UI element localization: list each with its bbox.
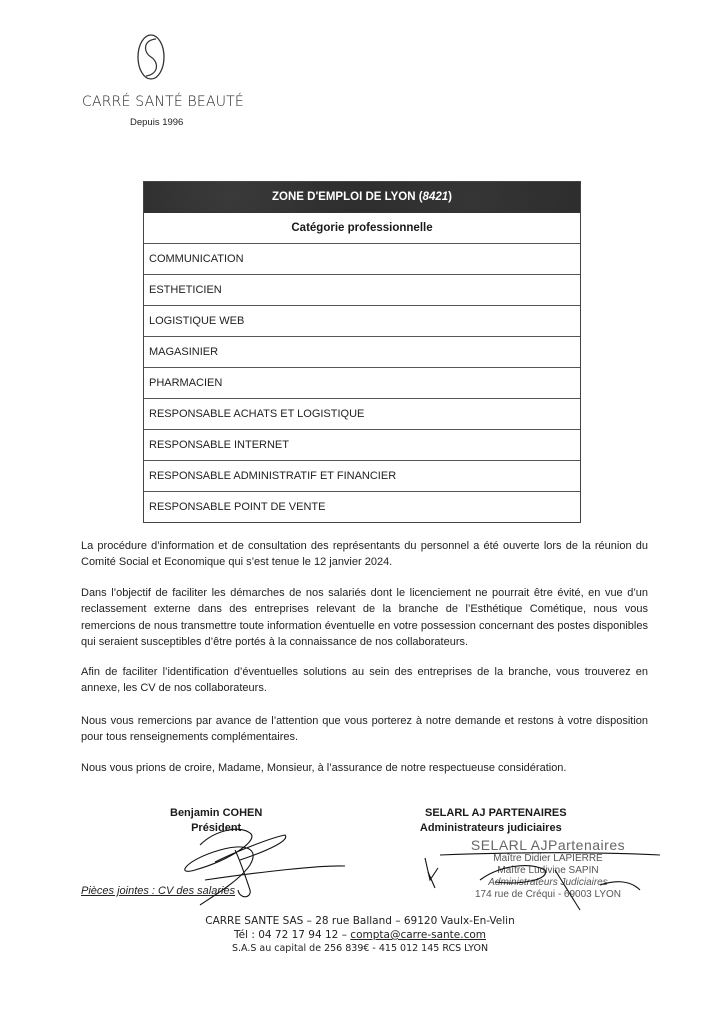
stamp-line-4: 174 rue de Créqui - 69003 LYON xyxy=(474,889,621,900)
table-column-header: Catégorie professionnelle xyxy=(144,213,580,244)
footer-contact xyxy=(160,928,560,942)
job-category-table xyxy=(143,181,581,523)
paragraph-objective: Dans l’objectif de faciliter les démarches de nos salariés dont le licenciement ne pourrait être évité, en vue d’un reclassement externe dans des entreprises relevant de la branche de l’Esthétique Cométique, nous vous remercions de nous transmettre toute information éventuelle en votre possession concernant des postes disponibles qui seraient susceptibles d’être portés à la connaissance de nos collaborateurs. xyxy=(81,587,648,648)
stamp-title: SELARL AJPartenaires xyxy=(470,837,626,853)
signatory-left-title: Président xyxy=(191,822,242,834)
table-row: RESPONSABLE INTERNET xyxy=(144,430,580,461)
signatory-right xyxy=(415,806,567,836)
table-title xyxy=(144,182,580,213)
signatory-right-name: SELARL AJ PARTENAIRES xyxy=(425,807,567,819)
signatory-right-title: Administrateurs judiciaires xyxy=(419,822,562,834)
stamp-line-2: Maître Ludivine SAPIN xyxy=(497,865,599,876)
table-row: PHARMACIEN xyxy=(144,368,580,399)
table-row: LOGISTIQUE WEB xyxy=(144,306,580,337)
footer-phone: Tél : 04 72 17 94 12 – xyxy=(233,929,351,941)
table-row: COMMUNICATION xyxy=(144,244,580,275)
brand-logo-icon xyxy=(135,32,167,82)
stamp-line-3: Administrateurs Judiciaires xyxy=(488,877,608,888)
stamp-line-1: Maître Didier LAPIERRE xyxy=(493,853,603,864)
table-row: RESPONSABLE ADMINISTRATIF ET FINANCIER xyxy=(144,461,580,492)
table-row: RESPONSABLE ACHATS ET LOGISTIQUE xyxy=(144,399,580,430)
footer-address: CARRE SANTE SAS – 28 rue Balland – 69120 Vaulx-En-Velin xyxy=(205,915,515,927)
paragraph-thanks: Nous vous remercions par avance de l’attention que vous porterez à notre demande et restons à votre disposition pour tous renseignements complémentaires. xyxy=(81,715,648,744)
footer-email-link[interactable]: compta@carre-sante.com xyxy=(350,929,487,941)
footer-legal: S.A.S au capital de 256 839€ - 415 012 145 RCS LYON xyxy=(231,943,489,954)
paragraph-closing: Nous vous prions de croire, Madame, Monsieur, à l’assurance de notre respectueuse considération. xyxy=(81,762,567,774)
signatory-left xyxy=(170,806,262,836)
attachments-note: Pièces jointes : CV des salariés xyxy=(81,885,236,897)
table-row: ESTHETICIEN xyxy=(144,275,580,306)
table-row: RESPONSABLE POINT DE VENTE xyxy=(149,501,326,513)
paragraph-annex: Afin de faciliter l’identification d’éventuelles solutions au sein des entreprises de la branche, vous trouverez en annexe, les CV de nos collaborateurs. xyxy=(81,666,648,695)
paragraph-procedure: La procédure d’information et de consultation des représentants du personnel a été ouverte lors de la réunion du Comité Social et Economique qui s’est tenue le 12 janvier 2024. xyxy=(81,540,648,569)
company-stamp xyxy=(448,838,648,901)
table-title-code: 8421 xyxy=(422,191,449,203)
table-row: MAGASINIER xyxy=(144,337,580,368)
table-title-suffix: ) xyxy=(448,191,452,203)
company-footer xyxy=(160,914,560,956)
table-title-prefix: ZONE D'EMPLOI DE LYON ( xyxy=(272,191,423,203)
brand-name: CARRÉ SANTÉ BEAUTÉ xyxy=(82,94,244,110)
signatory-left-name: Benjamin COHEN xyxy=(170,807,263,819)
brand-since: Depuis 1996 xyxy=(130,117,184,128)
